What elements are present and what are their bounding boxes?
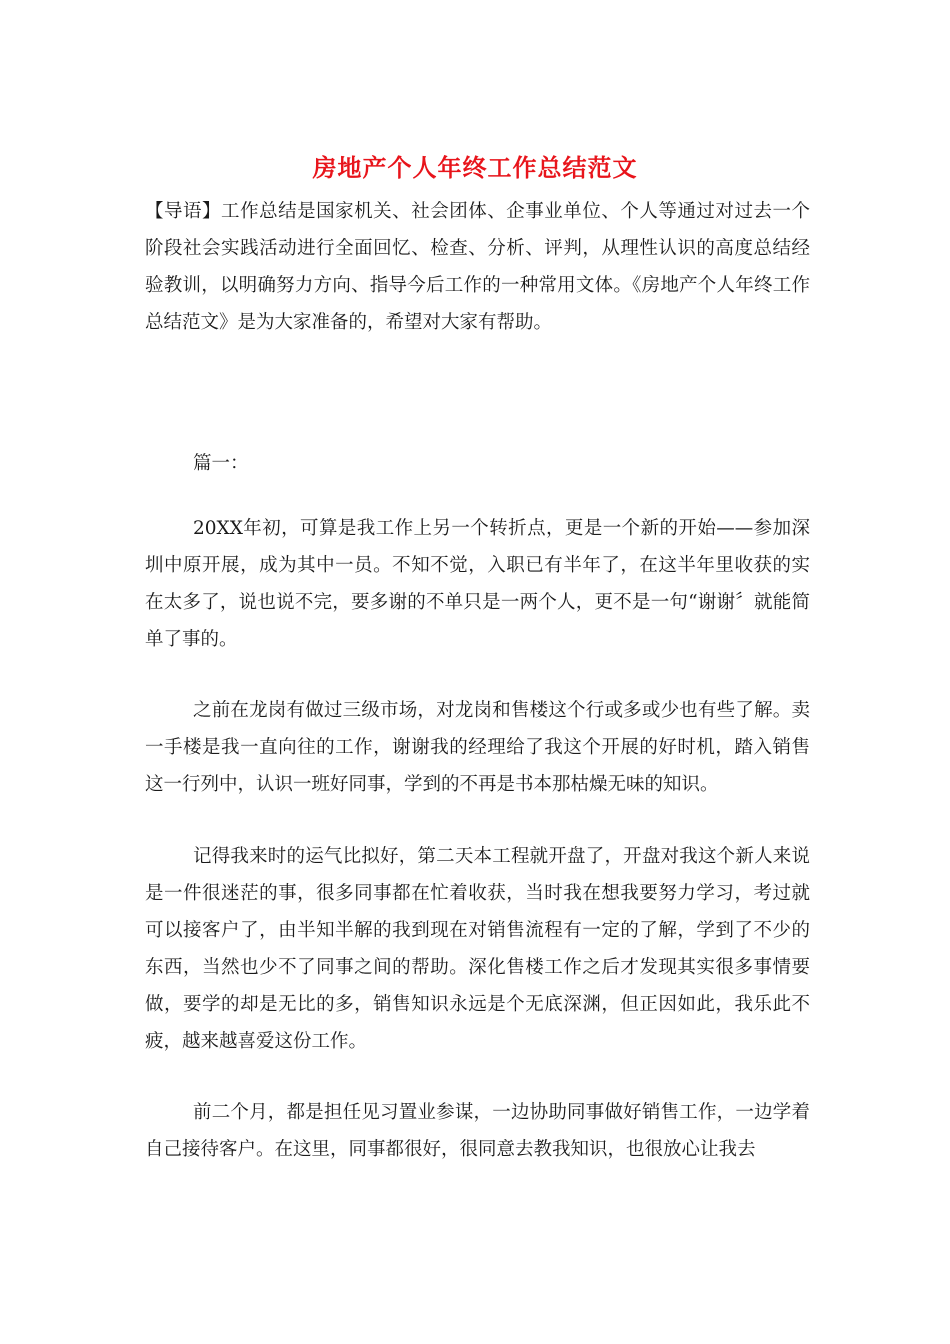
body-paragraph-3: 记得我来时的运气比拟好，第二天本工程就开盘了，开盘对我这个新人来说是一件很迷茫的事，很多同事都在忙着收获，当时我在想我要努力学习，考过就可以接客户了，由半知半解的我到现在对销售流程有一定的了解，学到了不少的东西，当然也少不了同事之间的帮助。深化售楼工作之后才发现其实很多事情要做，要学的却是无比的多，销售知识永远是个无底深渊，但正因如此，我乐此不疲，越来越喜爱这份工作。: [145, 846, 810, 1052]
section-heading: 篇一：: [193, 453, 249, 474]
intro-paragraph: 【导语】工作总结是国家机关、社会团体、企事业单位、个人等通过对过去一个阶段社会实践活动进行全面回忆、检查、分析、评判，从理性认识的高度总结经验教训，以明确努力方向、指导今后工作的一种常用文体。《房地产个人年终工作总结范文》是为大家准备的，希望对大家有帮助。: [145, 201, 810, 333]
document-title: 房地产个人年终工作总结范文: [312, 153, 638, 182]
body-paragraph-2: 之前在龙岗有做过三级市场，对龙岗和售楼这个行或多或少也有些了解。卖一手楼是我一直向往的工作，谢谢我的经理给了我这个开展的好时机，踏入销售这一行列中，认识一班好同事，学到的不再是书本那枯燥无味的知识。: [145, 700, 810, 795]
body-paragraph-1: 20XX年初，可算是我工作上另一个转折点，更是一个新的开始——参加深圳中原开展，成为其中一员。不知不觉，入职已有半年了，在这半年里收获的实在太多了，说也说不完，要多谢的不单只是一两个人，更不是一句“谢谢〞就能简单了事的。: [145, 518, 810, 650]
body-paragraph-4: 前二个月，都是担任见习置业参谋，一边协助同事做好销售工作，一边学着自己接待客户。在这里，同事都很好，很同意去教我知识，也很放心让我去: [145, 1102, 810, 1160]
